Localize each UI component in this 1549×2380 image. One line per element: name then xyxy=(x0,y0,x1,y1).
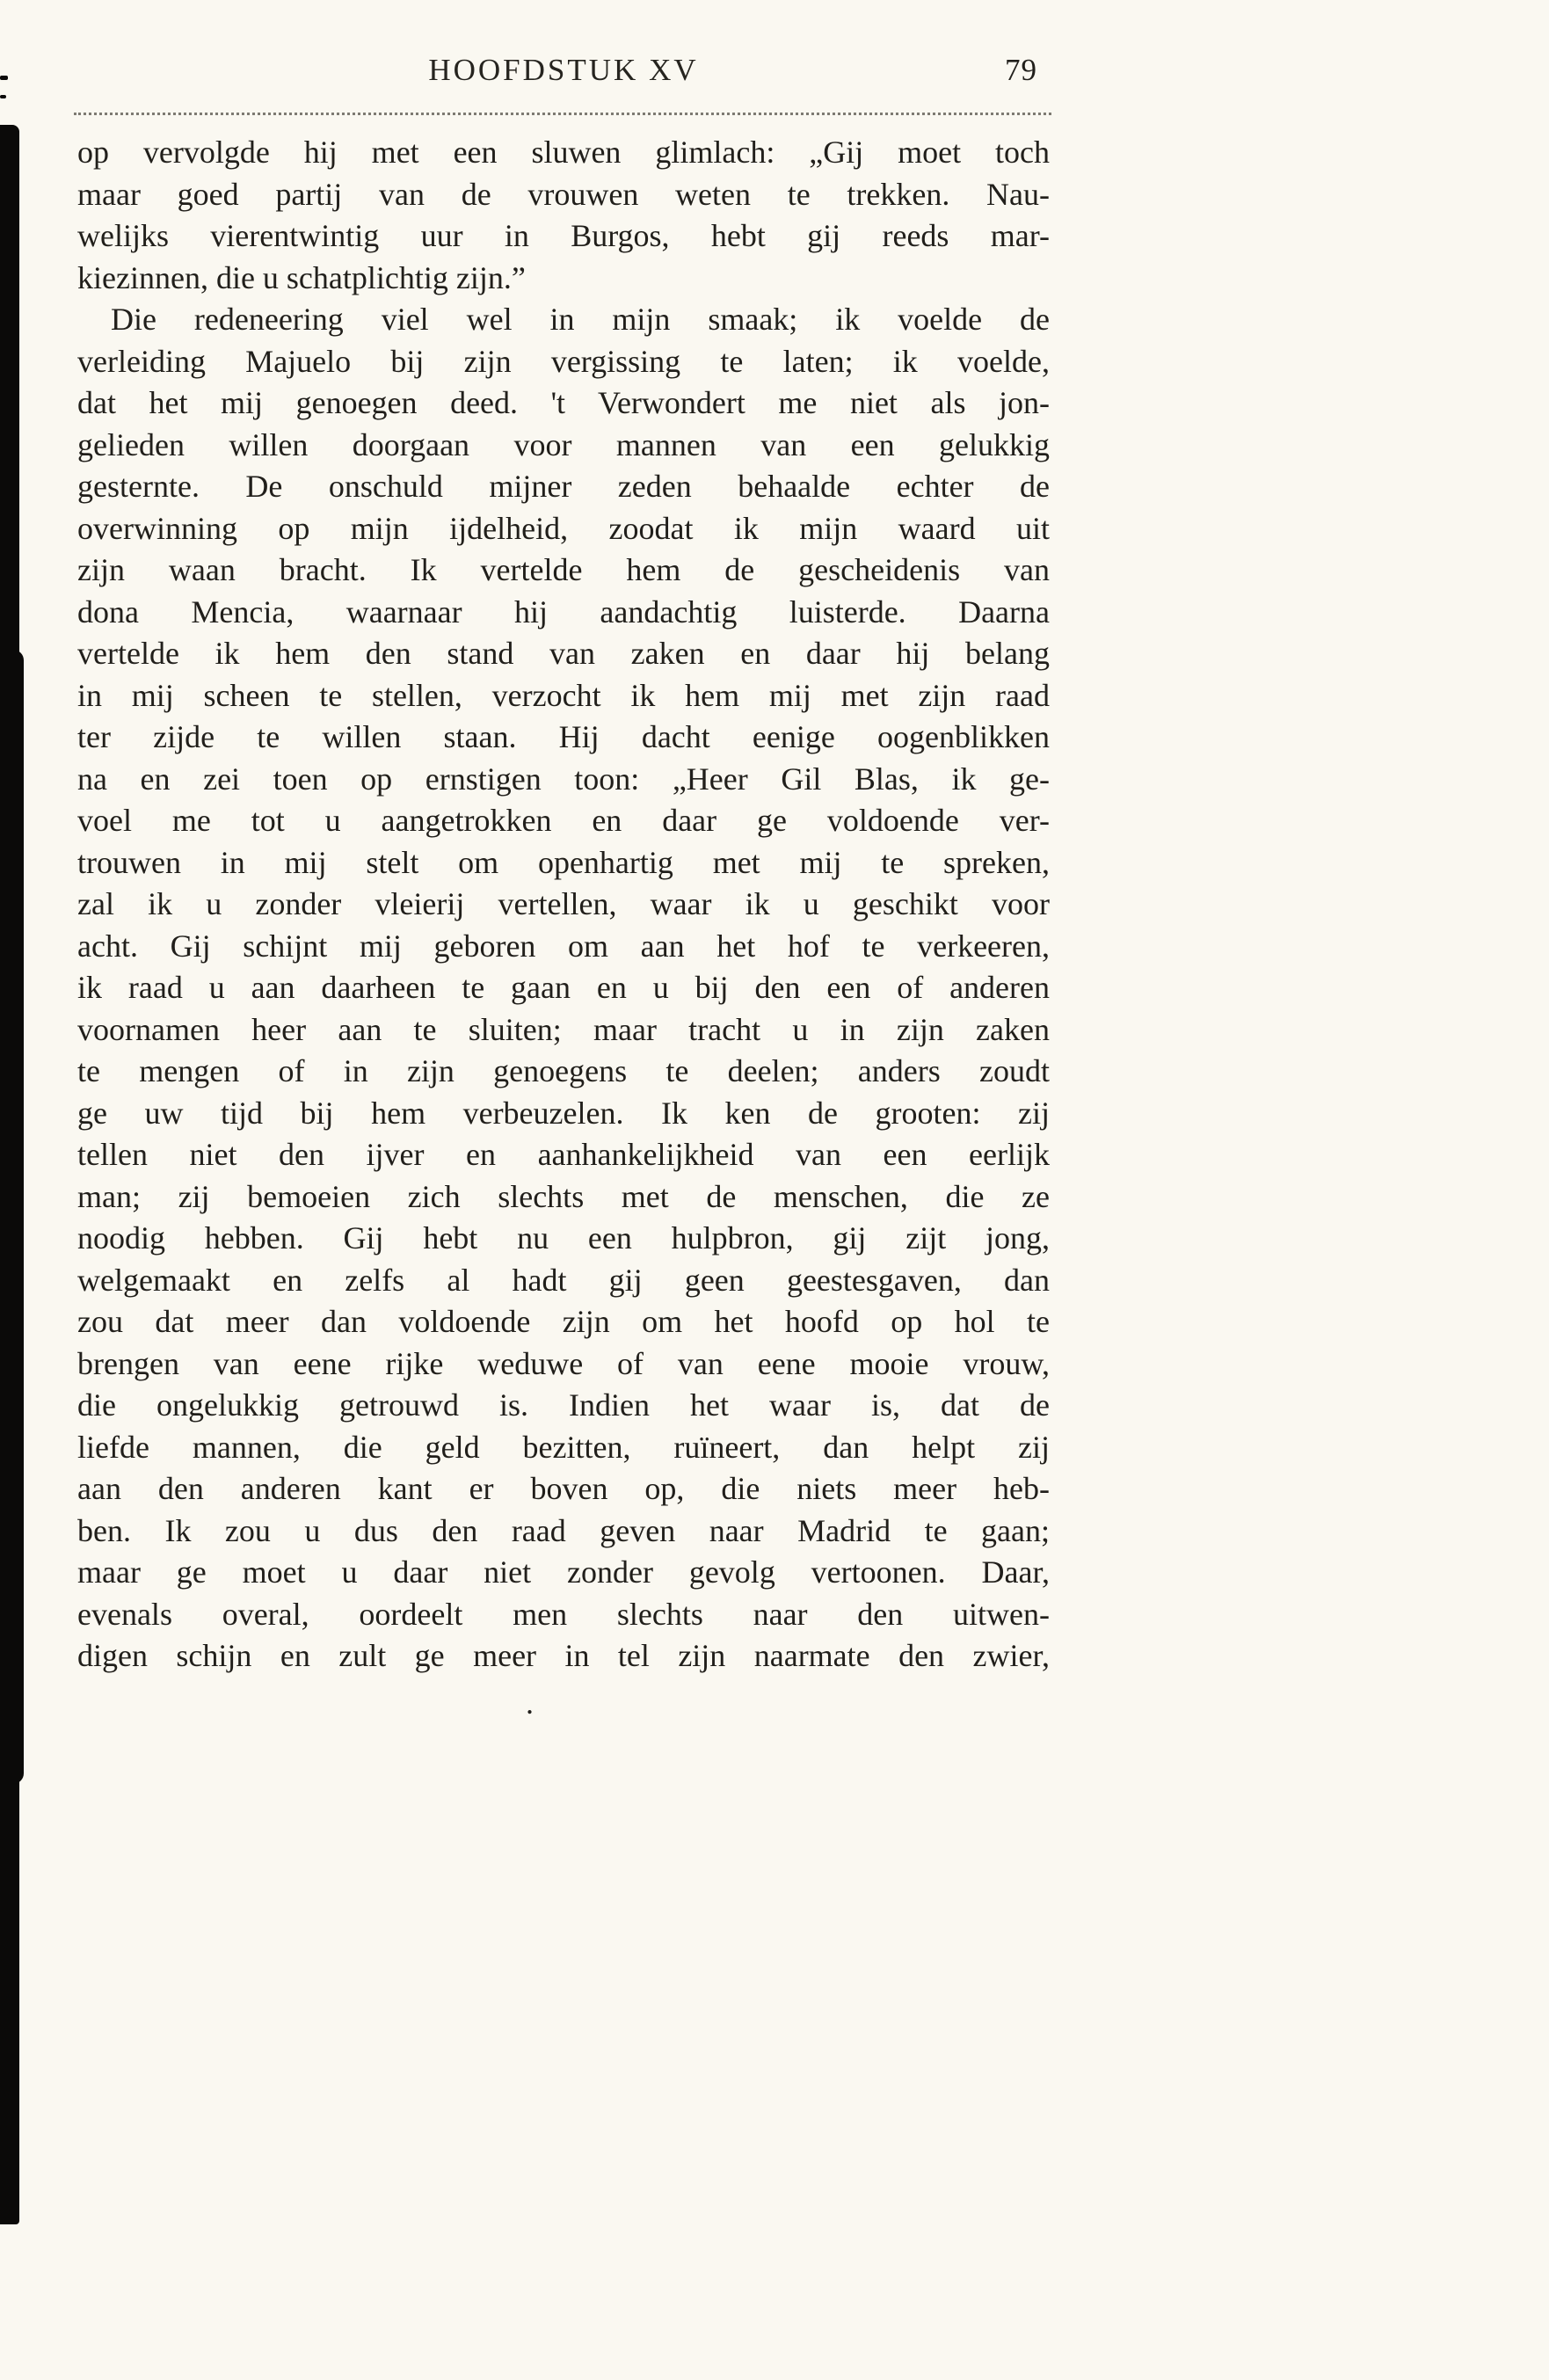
text-line: welgemaakt en zelfs al hadt gij geen geestesgaven, dan xyxy=(77,1262,1050,1298)
text-line: gesternte. De onschuld mijner zeden behaalde echter de xyxy=(77,469,1050,504)
dotted-rule xyxy=(74,113,1051,115)
text-line: aan den anderen kant er boven op, die niets meer heb- xyxy=(77,1471,1050,1506)
page-header xyxy=(77,53,1050,93)
binding-shadow-bar xyxy=(0,125,19,2224)
text-line: voel me tot u aangetrokken en daar ge voldoende ver- xyxy=(77,803,1050,838)
text-line: ben. Ik zou u dus den raad geven naar Madrid te gaan; xyxy=(77,1512,1050,1548)
text-line: op vervolgde hij met een sluwen glimlach: „Gij moet toch xyxy=(77,135,1050,170)
text-line: maar goed partij van de vrouwen weten te trekken. Nau- xyxy=(77,176,1050,212)
text-line: dat het mij genoegen deed. 't Verwondert me niet als jon- xyxy=(77,385,1050,420)
text-line: vertelde ik hem den stand van zaken en daar hij belang xyxy=(77,636,1050,671)
text-line: ter zijde te willen staan. Hij dacht eenige oogenblikken xyxy=(77,719,1050,754)
text-line: Die redeneering viel wel in mijn smaak; ik voelde de xyxy=(111,302,1050,337)
text-line: digen schijn en zult ge meer in tel zijn naarmate den zwier, xyxy=(77,1638,1050,1673)
text-line: kiezinnen, die u schatplichtig zijn.” xyxy=(77,259,526,295)
text-line: gelieden willen doorgaan voor mannen van een gelukkig xyxy=(77,426,1050,462)
paragraph xyxy=(77,299,1050,1678)
text-line: te mengen of in zijn genoegens te deelen; anders zoudt xyxy=(77,1053,1050,1088)
body-text xyxy=(77,132,1050,1678)
text-line: welijks vierentwintig uur in Burgos, hebt gij reeds mar- xyxy=(77,218,1050,253)
text-line: ik raad u aan daarheen te gaan en u bij den een of anderen xyxy=(77,970,1050,1005)
scan-speck xyxy=(0,95,6,98)
text-line: dona Mencia, waarnaar hij aandachtig luisterde. Daarna xyxy=(77,593,1050,630)
text-line: voornamen heer aan te sluiten; maar tracht u in zijn zaken xyxy=(77,1011,1050,1047)
text-line: man; zij bemoeien zich slechts met de menschen, die ze xyxy=(77,1178,1050,1214)
text-line: die ongelukkig getrouwd is. Indien het waar is, dat de xyxy=(77,1387,1050,1423)
text-line: brengen van eene rijke weduwe of van eene mooie vrouw, xyxy=(77,1345,1050,1381)
text-line: verleiding Majuelo bij zijn vergissing te laten; ik voelde, xyxy=(77,343,1050,379)
text-line: liefde mannen, die geld bezitten, ruïneert, dan helpt zij xyxy=(77,1429,1050,1465)
text-line: maar ge moet u daar niet zonder gevolg vertoonen. Daar, xyxy=(77,1554,1050,1590)
page-number: 79 xyxy=(1005,53,1037,87)
text-line: ge uw tijd bij hem verbeuzelen. Ik ken de grooten: zij xyxy=(77,1095,1050,1131)
text-line: evenals overal, oordeelt men slechts naar den uitwen- xyxy=(77,1596,1050,1632)
stray-dot-artifact: . xyxy=(526,1685,534,1721)
text-line: zou dat meer dan voldoende zijn om het hoofd op hol te xyxy=(77,1304,1050,1339)
text-line: na en zei toen op ernstigen toon: „Heer Gil Blas, ik ge- xyxy=(77,761,1050,797)
text-line: overwinning op mijn ijdelheid, zoodat ik mijn waard uit xyxy=(77,510,1050,546)
text-line: acht. Gij schijnt mij geboren om aan het hof te verkeeren, xyxy=(77,928,1050,964)
chapter-title: HOOFDSTUK XV xyxy=(428,53,699,87)
text-line: noodig hebben. Gij hebt nu een hulpbron, gij zijt jong, xyxy=(77,1220,1050,1256)
text-line: zal ik u zonder vleierij vertellen, waar ik u geschikt voor xyxy=(77,886,1050,921)
text-line: trouwen in mij stelt om openhartig met mij te spreken, xyxy=(77,844,1050,880)
text-line: tellen niet den ijver en aanhankelijkheid van een eerlijk xyxy=(77,1137,1050,1172)
text-line: in mij scheen te stellen, verzocht ik hem mij met zijn raad xyxy=(77,677,1050,713)
text-line: zijn waan bracht. Ik vertelde hem de gescheidenis van xyxy=(77,552,1050,587)
paragraph xyxy=(77,132,1050,299)
scan-speck xyxy=(0,76,8,80)
